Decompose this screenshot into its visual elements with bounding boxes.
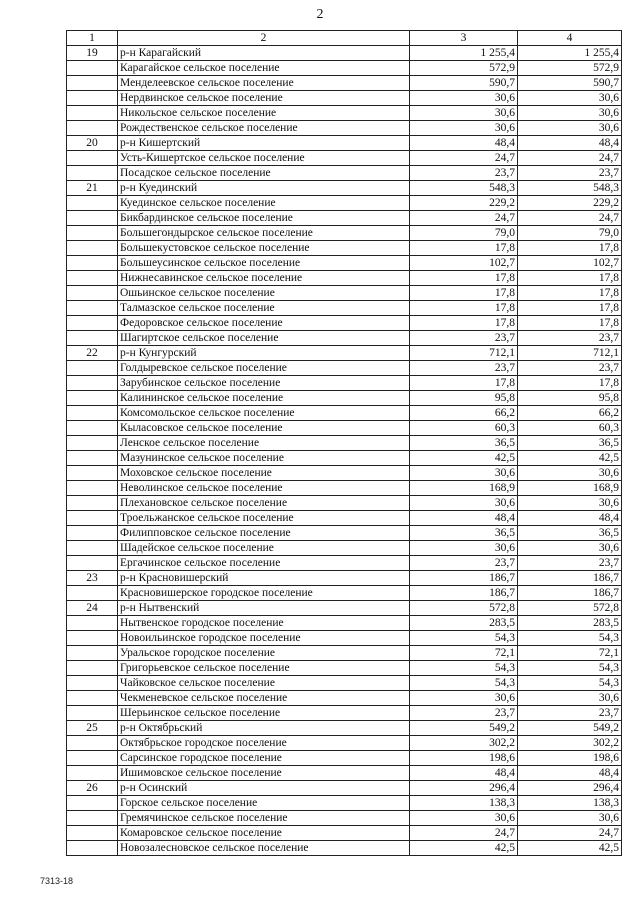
value-col-4-cell: 590,7: [518, 76, 622, 91]
value-col-4-cell: 198,6: [518, 751, 622, 766]
value-col-4-cell: 30,6: [518, 496, 622, 511]
value-col-4-cell: 572,8: [518, 601, 622, 616]
row-number-cell: [67, 286, 118, 301]
table-row: [67, 811, 622, 826]
table-row: [67, 661, 622, 676]
value-col-3-cell: 17,8: [410, 271, 518, 286]
row-number-cell: [67, 586, 118, 601]
settlement-name-cell: р-н Красновишерский: [118, 571, 410, 586]
value-col-3-cell: 590,7: [410, 76, 518, 91]
value-col-4-cell: 23,7: [518, 361, 622, 376]
settlement-name-cell: Чекменевское сельское поселение: [118, 691, 410, 706]
value-col-3-cell: 48,4: [410, 766, 518, 781]
row-number-cell: [67, 736, 118, 751]
value-col-4-cell: 30,6: [518, 811, 622, 826]
row-number-cell: [67, 631, 118, 646]
settlement-name-cell: Кыласовское сельское поселение: [118, 421, 410, 436]
value-col-4-cell: 30,6: [518, 466, 622, 481]
table-row: [67, 166, 622, 181]
table-row: [67, 406, 622, 421]
value-col-3-cell: 30,6: [410, 541, 518, 556]
table-row: [67, 496, 622, 511]
value-col-4-cell: 24,7: [518, 826, 622, 841]
row-number-cell: [67, 256, 118, 271]
row-number-cell: [67, 61, 118, 76]
value-col-4-cell: 54,3: [518, 661, 622, 676]
value-col-4-cell: 48,4: [518, 136, 622, 151]
row-number-cell: [67, 361, 118, 376]
value-col-3-cell: 30,6: [410, 121, 518, 136]
settlement-name-cell: р-н Кунгурский: [118, 346, 410, 361]
value-col-4-cell: 186,7: [518, 571, 622, 586]
row-number-cell: [67, 706, 118, 721]
value-col-3-cell: 17,8: [410, 241, 518, 256]
table-row: [67, 196, 622, 211]
settlement-name-cell: Красновишерское городское поселение: [118, 586, 410, 601]
row-number-cell: [67, 751, 118, 766]
table-body: [67, 46, 622, 856]
document-code: 7313-18: [40, 876, 74, 886]
value-col-3-cell: 102,7: [410, 256, 518, 271]
value-col-4-cell: 17,8: [518, 286, 622, 301]
settlement-name-cell: Сарсинское городское поселение: [118, 751, 410, 766]
settlement-name-cell: Нердвинское сельское поселение: [118, 91, 410, 106]
settlement-name-cell: Шерьинское сельское поселение: [118, 706, 410, 721]
table-row: [67, 691, 622, 706]
settlement-name-cell: Посадское сельское поселение: [118, 166, 410, 181]
value-col-4-cell: 17,8: [518, 376, 622, 391]
value-col-3-cell: 1 255,4: [410, 46, 518, 61]
value-col-3-cell: 60,3: [410, 421, 518, 436]
settlement-name-cell: Голдыревское сельское поселение: [118, 361, 410, 376]
row-number-cell: [67, 76, 118, 91]
row-number-cell: [67, 811, 118, 826]
value-col-3-cell: 572,9: [410, 61, 518, 76]
table-row: [67, 556, 622, 571]
row-number-cell: 25: [67, 721, 118, 736]
row-number-cell: 21: [67, 181, 118, 196]
settlement-name-cell: Мазунинское сельское поселение: [118, 451, 410, 466]
settlement-name-cell: Большегондырское сельское поселение: [118, 226, 410, 241]
table-row: [67, 61, 622, 76]
value-col-4-cell: 712,1: [518, 346, 622, 361]
row-number-cell: [67, 511, 118, 526]
settlement-name-cell: р-н Октябрьский: [118, 721, 410, 736]
value-col-4-cell: 30,6: [518, 541, 622, 556]
value-col-4-cell: 79,0: [518, 226, 622, 241]
value-col-3-cell: 17,8: [410, 301, 518, 316]
table-row: [67, 136, 622, 151]
settlement-name-cell: Рождественское сельское поселение: [118, 121, 410, 136]
table-row: [67, 781, 622, 796]
value-col-3-cell: 17,8: [410, 376, 518, 391]
settlement-name-cell: Менделеевское сельское поселение: [118, 76, 410, 91]
table-row: [67, 676, 622, 691]
settlement-name-cell: Карагайское сельское поселение: [118, 61, 410, 76]
table-row: [67, 841, 622, 856]
table-row: [67, 631, 622, 646]
settlement-name-cell: Зарубинское сельское поселение: [118, 376, 410, 391]
value-col-4-cell: 17,8: [518, 241, 622, 256]
settlement-name-cell: Гремячинское сельское поселение: [118, 811, 410, 826]
value-col-3-cell: 72,1: [410, 646, 518, 661]
row-number-cell: [67, 691, 118, 706]
table-row: [67, 526, 622, 541]
row-number-cell: [67, 796, 118, 811]
row-number-cell: 19: [67, 46, 118, 61]
row-number-cell: [67, 301, 118, 316]
value-col-3-cell: 24,7: [410, 151, 518, 166]
value-col-3-cell: 30,6: [410, 691, 518, 706]
value-col-3-cell: 186,7: [410, 571, 518, 586]
value-col-3-cell: 138,3: [410, 796, 518, 811]
row-number-cell: [67, 121, 118, 136]
value-col-4-cell: 572,9: [518, 61, 622, 76]
table-row: [67, 376, 622, 391]
value-col-4-cell: 23,7: [518, 706, 622, 721]
row-number-cell: [67, 436, 118, 451]
table-row: [67, 751, 622, 766]
value-col-4-cell: 60,3: [518, 421, 622, 436]
table-row: [67, 571, 622, 586]
value-col-4-cell: 54,3: [518, 676, 622, 691]
table-row: [67, 541, 622, 556]
value-col-4-cell: 283,5: [518, 616, 622, 631]
table-row: [67, 721, 622, 736]
settlement-name-cell: Большеусинское сельское поселение: [118, 256, 410, 271]
settlement-name-cell: р-н Осинский: [118, 781, 410, 796]
value-col-3-cell: 95,8: [410, 391, 518, 406]
value-col-3-cell: 17,8: [410, 316, 518, 331]
settlement-name-cell: Комсомольское сельское поселение: [118, 406, 410, 421]
value-col-4-cell: 48,4: [518, 511, 622, 526]
row-number-cell: [67, 211, 118, 226]
settlement-name-cell: Новоильинское городское поселение: [118, 631, 410, 646]
row-number-cell: [67, 466, 118, 481]
settlement-name-cell: Уральское городское поселение: [118, 646, 410, 661]
row-number-cell: [67, 526, 118, 541]
value-col-3-cell: 23,7: [410, 361, 518, 376]
header-col-2: 2: [118, 31, 410, 46]
table-row: [67, 151, 622, 166]
value-col-3-cell: 30,6: [410, 91, 518, 106]
value-col-4-cell: 30,6: [518, 91, 622, 106]
value-col-4-cell: 24,7: [518, 211, 622, 226]
settlement-name-cell: Ергачинское сельское поселение: [118, 556, 410, 571]
row-number-cell: [67, 481, 118, 496]
table-row: [67, 301, 622, 316]
settlement-name-cell: Куединское сельское поселение: [118, 196, 410, 211]
value-col-3-cell: 168,9: [410, 481, 518, 496]
row-number-cell: [67, 241, 118, 256]
table-row: [67, 316, 622, 331]
value-col-3-cell: 24,7: [410, 211, 518, 226]
value-col-4-cell: 296,4: [518, 781, 622, 796]
value-col-3-cell: 48,4: [410, 511, 518, 526]
value-col-3-cell: 23,7: [410, 556, 518, 571]
row-number-cell: [67, 226, 118, 241]
value-col-3-cell: 549,2: [410, 721, 518, 736]
header-col-4: 4: [518, 31, 622, 46]
settlement-name-cell: Шагиртское сельское поселение: [118, 331, 410, 346]
value-col-4-cell: 30,6: [518, 121, 622, 136]
settlement-name-cell: Горское сельское поселение: [118, 796, 410, 811]
table-row: [67, 511, 622, 526]
value-col-3-cell: 24,7: [410, 826, 518, 841]
value-col-4-cell: 23,7: [518, 166, 622, 181]
row-number-cell: [67, 166, 118, 181]
table-row: [67, 466, 622, 481]
row-number-cell: [67, 616, 118, 631]
value-col-3-cell: 548,3: [410, 181, 518, 196]
value-col-4-cell: 17,8: [518, 271, 622, 286]
value-col-4-cell: 48,4: [518, 766, 622, 781]
value-col-4-cell: 549,2: [518, 721, 622, 736]
table-row: [67, 601, 622, 616]
allocation-table: [66, 30, 622, 856]
value-col-3-cell: 572,8: [410, 601, 518, 616]
value-col-4-cell: 72,1: [518, 646, 622, 661]
value-col-3-cell: 30,6: [410, 496, 518, 511]
row-number-cell: [67, 406, 118, 421]
settlement-name-cell: Новозалесновское сельское поселение: [118, 841, 410, 856]
table-row: [67, 46, 622, 61]
settlement-name-cell: Талмазское сельское поселение: [118, 301, 410, 316]
row-number-cell: [67, 841, 118, 856]
row-number-cell: [67, 196, 118, 211]
row-number-cell: [67, 661, 118, 676]
table-row: [67, 181, 622, 196]
value-col-3-cell: 30,6: [410, 811, 518, 826]
table-row: [67, 391, 622, 406]
settlement-name-cell: Бикбардинское сельское поселение: [118, 211, 410, 226]
value-col-3-cell: 23,7: [410, 166, 518, 181]
row-number-cell: [67, 676, 118, 691]
row-number-cell: [67, 541, 118, 556]
settlement-name-cell: Нытвенское городское поселение: [118, 616, 410, 631]
table-row: [67, 256, 622, 271]
settlement-name-cell: р-н Карагайский: [118, 46, 410, 61]
value-col-4-cell: 23,7: [518, 556, 622, 571]
settlement-name-cell: Никольское сельское поселение: [118, 106, 410, 121]
table-row: [67, 226, 622, 241]
table-row: [67, 91, 622, 106]
value-col-4-cell: 30,6: [518, 691, 622, 706]
table-row: [67, 241, 622, 256]
row-number-cell: 24: [67, 601, 118, 616]
header-col-3: 3: [410, 31, 518, 46]
row-number-cell: [67, 391, 118, 406]
table-header: [67, 31, 622, 46]
value-col-3-cell: 42,5: [410, 451, 518, 466]
table-row: [67, 586, 622, 601]
table-row: [67, 736, 622, 751]
value-col-3-cell: 36,5: [410, 436, 518, 451]
settlement-name-cell: Ленское сельское поселение: [118, 436, 410, 451]
value-col-4-cell: 548,3: [518, 181, 622, 196]
row-number-cell: [67, 826, 118, 841]
table-row: [67, 616, 622, 631]
value-col-4-cell: 17,8: [518, 301, 622, 316]
settlement-name-cell: Комаровское сельское поселение: [118, 826, 410, 841]
value-col-3-cell: 48,4: [410, 136, 518, 151]
value-col-3-cell: 302,2: [410, 736, 518, 751]
settlement-name-cell: Плехановское сельское поселение: [118, 496, 410, 511]
table-row: [67, 826, 622, 841]
row-number-cell: [67, 331, 118, 346]
row-number-cell: [67, 451, 118, 466]
value-col-3-cell: 79,0: [410, 226, 518, 241]
table-row: [67, 796, 622, 811]
settlement-name-cell: Усть-Кишертское сельское поселение: [118, 151, 410, 166]
value-col-4-cell: 95,8: [518, 391, 622, 406]
row-number-cell: [67, 421, 118, 436]
settlement-name-cell: р-н Нытвенский: [118, 601, 410, 616]
table-row: [67, 211, 622, 226]
table-row: [67, 106, 622, 121]
value-col-3-cell: 229,2: [410, 196, 518, 211]
value-col-4-cell: 1 255,4: [518, 46, 622, 61]
table-row: [67, 421, 622, 436]
settlement-name-cell: Чайковское сельское поселение: [118, 676, 410, 691]
value-col-4-cell: 36,5: [518, 436, 622, 451]
table-row: [67, 346, 622, 361]
value-col-3-cell: 42,5: [410, 841, 518, 856]
row-number-cell: [67, 316, 118, 331]
value-col-3-cell: 66,2: [410, 406, 518, 421]
table-row: [67, 361, 622, 376]
value-col-3-cell: 54,3: [410, 631, 518, 646]
settlement-name-cell: Троельжанское сельское поселение: [118, 511, 410, 526]
settlement-name-cell: р-н Кишертский: [118, 136, 410, 151]
value-col-4-cell: 168,9: [518, 481, 622, 496]
value-col-4-cell: 186,7: [518, 586, 622, 601]
settlement-name-cell: Шадейское сельское поселение: [118, 541, 410, 556]
value-col-3-cell: 30,6: [410, 106, 518, 121]
value-col-4-cell: 229,2: [518, 196, 622, 211]
table-row: [67, 451, 622, 466]
row-number-cell: [67, 766, 118, 781]
value-col-3-cell: 712,1: [410, 346, 518, 361]
value-col-3-cell: 198,6: [410, 751, 518, 766]
row-number-cell: [67, 151, 118, 166]
value-col-3-cell: 23,7: [410, 706, 518, 721]
settlement-name-cell: Октябрьское городское поселение: [118, 736, 410, 751]
settlement-name-cell: Ошьинское сельское поселение: [118, 286, 410, 301]
row-number-cell: [67, 271, 118, 286]
row-number-cell: [67, 91, 118, 106]
row-number-cell: 20: [67, 136, 118, 151]
value-col-4-cell: 30,6: [518, 106, 622, 121]
row-number-cell: 23: [67, 571, 118, 586]
value-col-3-cell: 54,3: [410, 661, 518, 676]
table-row: [67, 286, 622, 301]
row-number-cell: [67, 106, 118, 121]
page-number: 2: [316, 7, 324, 22]
table-row: [67, 436, 622, 451]
settlement-name-cell: р-н Куединский: [118, 181, 410, 196]
value-col-4-cell: 138,3: [518, 796, 622, 811]
value-col-4-cell: 66,2: [518, 406, 622, 421]
row-number-cell: [67, 496, 118, 511]
settlement-name-cell: Григорьевское сельское поселение: [118, 661, 410, 676]
value-col-3-cell: 283,5: [410, 616, 518, 631]
settlement-name-cell: Ишимовское сельское поселение: [118, 766, 410, 781]
table-row: [67, 706, 622, 721]
value-col-3-cell: 54,3: [410, 676, 518, 691]
value-col-3-cell: 186,7: [410, 586, 518, 601]
row-number-cell: [67, 556, 118, 571]
settlement-name-cell: Нижнесавинское сельское поселение: [118, 271, 410, 286]
row-number-cell: 26: [67, 781, 118, 796]
settlement-name-cell: Калининское сельское поселение: [118, 391, 410, 406]
row-number-cell: [67, 646, 118, 661]
value-col-4-cell: 17,8: [518, 316, 622, 331]
value-col-4-cell: 302,2: [518, 736, 622, 751]
value-col-3-cell: 296,4: [410, 781, 518, 796]
settlement-name-cell: Федоровское сельское поселение: [118, 316, 410, 331]
value-col-4-cell: 42,5: [518, 451, 622, 466]
settlement-name-cell: Неволинское сельское поселение: [118, 481, 410, 496]
table-row: [67, 121, 622, 136]
table-row: [67, 766, 622, 781]
table-row: [67, 481, 622, 496]
table-row: [67, 271, 622, 286]
settlement-name-cell: Большекустовское сельское поселение: [118, 241, 410, 256]
value-col-4-cell: 102,7: [518, 256, 622, 271]
value-col-4-cell: 23,7: [518, 331, 622, 346]
value-col-4-cell: 36,5: [518, 526, 622, 541]
table-row: [67, 331, 622, 346]
value-col-4-cell: 42,5: [518, 841, 622, 856]
row-number-cell: [67, 376, 118, 391]
header-col-1: 1: [67, 31, 118, 46]
value-col-3-cell: 30,6: [410, 466, 518, 481]
value-col-4-cell: 54,3: [518, 631, 622, 646]
value-col-3-cell: 17,8: [410, 286, 518, 301]
table-row: [67, 646, 622, 661]
settlement-name-cell: Филипповское сельское поселение: [118, 526, 410, 541]
row-number-cell: 22: [67, 346, 118, 361]
settlement-name-cell: Моховское сельское поселение: [118, 466, 410, 481]
value-col-3-cell: 23,7: [410, 331, 518, 346]
header-row: [67, 31, 622, 46]
table-row: [67, 76, 622, 91]
value-col-3-cell: 36,5: [410, 526, 518, 541]
value-col-4-cell: 24,7: [518, 151, 622, 166]
